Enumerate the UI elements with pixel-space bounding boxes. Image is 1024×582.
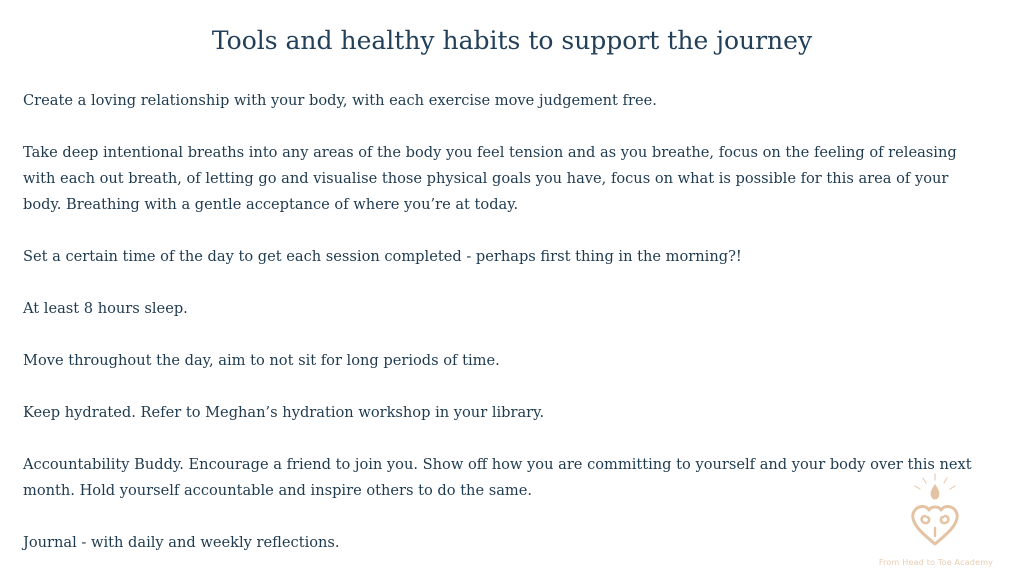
academy-logo — [872, 472, 1000, 572]
academy-logo-text: From Head to Toe Academy — [878, 558, 994, 567]
paragraph-accountability: Accountability Buddy. Encourage a friend to join you. Show off how you are committing to yourself and your body over this next month. Hold yourself accountable and inspire others to do the same. — [23, 456, 972, 499]
page-title: Tools and healthy habits to support the journey — [211, 26, 813, 55]
paragraph-session-time: Set a certain time of the day to get each session completed - perhaps first thing in the morning?! — [23, 248, 742, 265]
paragraph-hydration: Keep hydrated. Refer to Meghan’s hydration workshop in your library. — [23, 404, 545, 421]
paragraph-journal: Journal - with daily and weekly reflections. — [23, 534, 340, 551]
heart-flame-logo-icon — [905, 472, 965, 552]
paragraph-sleep: At least 8 hours sleep. — [23, 300, 188, 317]
paragraph-deep-breaths: Take deep intentional breaths into any areas of the body you feel tension and as you breathe, focus on the feeling of releasing with each out breath, of letting go and visualise those physical goals you have, focus on what is possible for this area of your body. Breathing with a gentle acceptance of where you’re at today. — [23, 144, 957, 213]
paragraph-move: Move throughout the day, aim to not sit for long periods of time. — [23, 352, 500, 369]
habits-list — [23, 88, 973, 582]
paragraph-loving-relationship: Create a loving relationship with your body, with each exercise move judgement free. — [23, 92, 657, 109]
